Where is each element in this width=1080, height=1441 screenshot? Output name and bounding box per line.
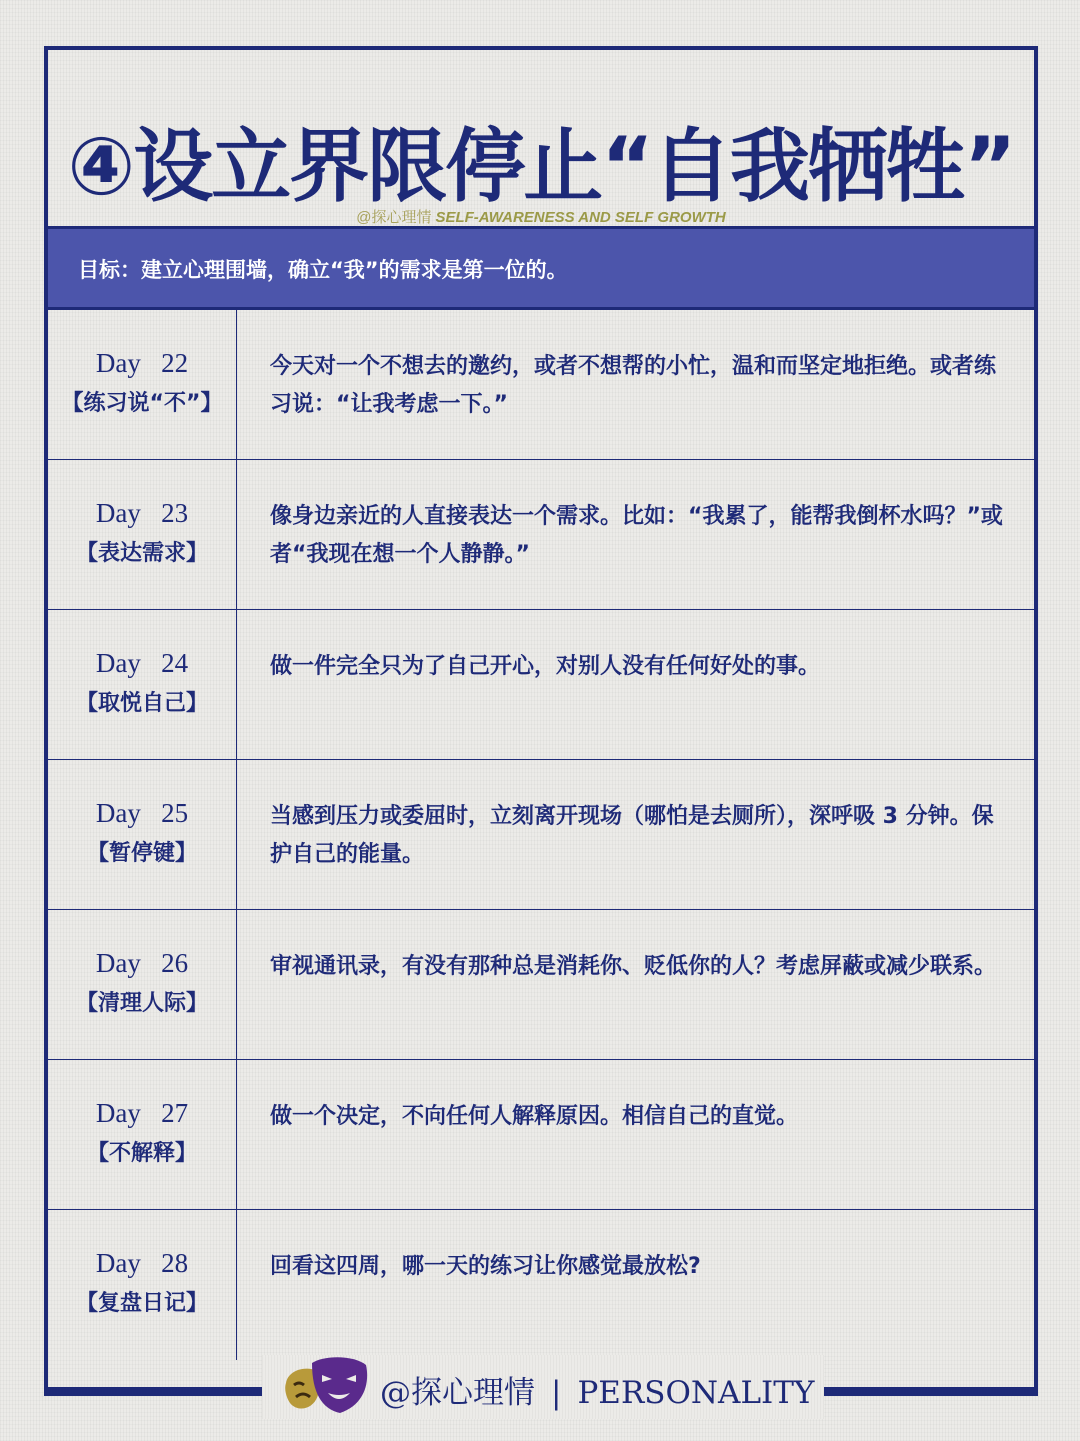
table-row bbox=[48, 1060, 1034, 1210]
content-frame bbox=[44, 46, 1038, 1396]
day-theme: 【表达需求】 bbox=[75, 541, 208, 566]
theater-masks-icon bbox=[284, 1357, 374, 1417]
day-cell bbox=[48, 610, 237, 759]
day-theme: 【暂停键】 bbox=[86, 841, 197, 866]
task-text: 今天对一个不想去的邀约，或者不想帮的小忙，温和而坚定地拒绝。或者练习说：“让我考虑一下。” bbox=[270, 354, 997, 417]
task-text: 回看这四周，哪一天的练习让你感觉最放松? bbox=[270, 1254, 701, 1279]
day-label: Day 26 bbox=[95, 948, 189, 978]
day-cell bbox=[48, 760, 237, 909]
day-label: Day 23 bbox=[95, 498, 189, 528]
table-row bbox=[48, 1210, 1034, 1360]
day-label: Day 27 bbox=[95, 1098, 189, 1128]
day-theme: 【复盘日记】 bbox=[75, 1291, 208, 1316]
day-cell bbox=[48, 1060, 237, 1209]
subtitle bbox=[48, 206, 1034, 227]
footer-handle: @探心理情 bbox=[380, 1375, 535, 1411]
page-title: ④设立界限停止“自我牺牲” bbox=[67, 120, 1015, 213]
footer-brand-name: PERSONALITY bbox=[577, 1375, 815, 1411]
table-row bbox=[48, 760, 1034, 910]
task-text: 像身边亲近的人直接表达一个需求。比如：“我累了，能帮我倒杯水吗？”或者“我现在想一个人静静。” bbox=[270, 504, 1003, 567]
task-text: 审视通讯录，有没有那种总是消耗你、贬低你的人？考虑屏蔽或减少联系。 bbox=[270, 954, 997, 979]
day-label: Day 24 bbox=[95, 648, 189, 678]
footer-brand bbox=[380, 1367, 814, 1412]
table-row bbox=[48, 910, 1034, 1060]
task-text: 做一个决定，不向任何人解释原因。相信自己的直觉。 bbox=[270, 1104, 799, 1129]
day-label: Day 25 bbox=[95, 798, 189, 828]
task-text: 当感到压力或委屈时，立刻离开现场（哪怕是去厕所），深呼吸 3 分钟。保护自己的能量。 bbox=[270, 804, 994, 867]
task-text: 做一件完全只为了自己开心，对别人没有任何好处的事。 bbox=[270, 654, 821, 679]
footer-divider-left bbox=[44, 1387, 262, 1393]
day-theme: 【取悦自己】 bbox=[75, 691, 208, 716]
day-label: Day 28 bbox=[95, 1248, 189, 1278]
footer-divider-right bbox=[824, 1387, 1034, 1393]
day-cell bbox=[48, 310, 237, 459]
day-cell bbox=[48, 460, 237, 609]
footer bbox=[0, 1355, 1080, 1419]
day-table bbox=[48, 310, 1034, 1360]
day-label: Day 22 bbox=[95, 348, 189, 378]
table-row bbox=[48, 310, 1034, 460]
goal-text: 目标：建立心理围墙，确立“我”的需求是第一位的。 bbox=[78, 258, 568, 282]
table-row bbox=[48, 460, 1034, 610]
day-cell bbox=[48, 910, 237, 1059]
table-row bbox=[48, 610, 1034, 760]
footer-separator: | bbox=[551, 1375, 562, 1411]
subtitle-tagline: SELF-AWARENESS AND SELF GROWTH bbox=[435, 209, 726, 226]
day-theme: 【练习说“不”】 bbox=[61, 391, 223, 416]
day-cell bbox=[48, 1210, 237, 1360]
day-theme: 【清理人际】 bbox=[75, 991, 208, 1016]
goal-bar bbox=[48, 226, 1034, 310]
subtitle-handle: @探心理情 bbox=[356, 209, 432, 226]
day-theme: 【不解释】 bbox=[86, 1141, 197, 1166]
